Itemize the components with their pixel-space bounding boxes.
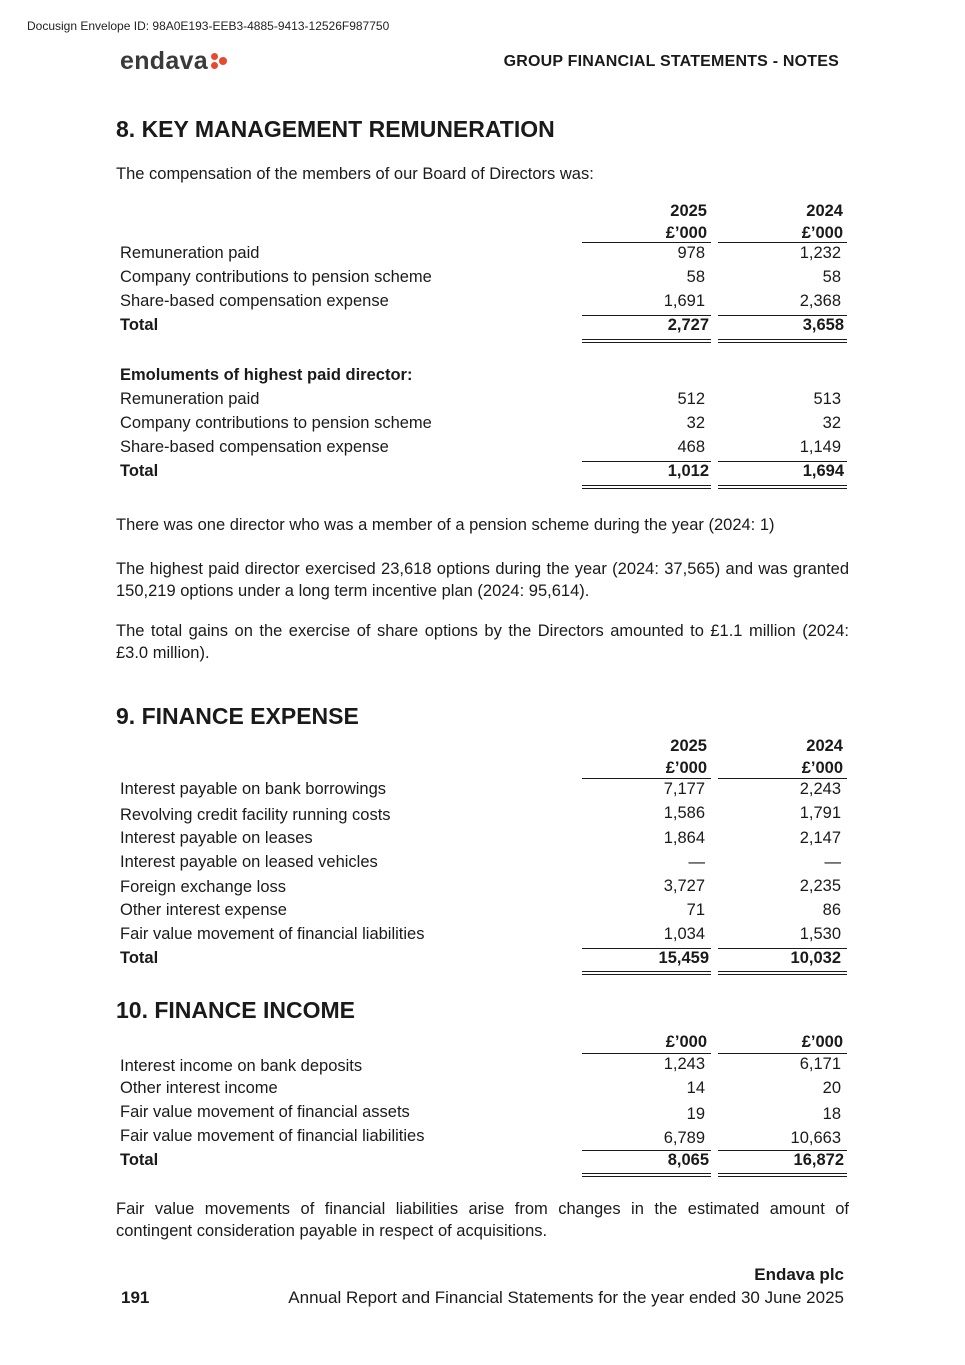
- col-header-unit-2: [718, 1031, 847, 1053]
- col-year: 2025: [670, 202, 707, 220]
- row-label: Interest payable on leases: [120, 829, 313, 847]
- col-header-2024: [718, 735, 847, 779]
- value-2025: 978: [677, 244, 705, 262]
- col-header-unit-1: [582, 1031, 711, 1053]
- row-label: Interest income on bank deposits: [120, 1057, 363, 1075]
- value-2024: 1,694: [802, 462, 844, 480]
- row-label: Share-based compensation expense: [120, 292, 389, 310]
- value-2024: 3,658: [802, 316, 844, 334]
- total-row: [120, 316, 847, 340]
- header-title: GROUP FINANCIAL STATEMENTS - NOTES: [503, 53, 839, 70]
- value-2024: —: [824, 853, 841, 871]
- section-9-title: 9. FINANCE EXPENSE: [116, 703, 359, 729]
- table-row: [120, 853, 847, 877]
- row-label: Interest payable on leased vehicles: [120, 853, 378, 871]
- row-label: Fair value movement of financial liabilities: [120, 1127, 425, 1145]
- total-row: [120, 1151, 847, 1175]
- row-label: Fair value movement of financial assets: [120, 1103, 410, 1121]
- col-year: 2024: [806, 202, 843, 220]
- row-label: Revolving credit facility running costs: [120, 806, 391, 824]
- value-2024: 2,243: [799, 780, 841, 798]
- col-year: 2025: [670, 737, 707, 755]
- value-2024: 20: [822, 1079, 841, 1097]
- options-note: The highest paid director exercised 23,618 options during the year (2024: 37,565) and was granted 150,219 options under a long term incentive plan (2024: 95,614).: [116, 560, 849, 600]
- col-unit: £’000: [665, 224, 707, 242]
- section-10-title: 10. FINANCE INCOME: [116, 997, 355, 1023]
- double-rule: [718, 485, 847, 489]
- row-label: Company contributions to pension scheme: [120, 414, 432, 432]
- col-year: 2024: [806, 737, 843, 755]
- section-8-title: 8. KEY MANAGEMENT REMUNERATION: [116, 116, 555, 142]
- table-row: [120, 292, 847, 316]
- total-row: [120, 949, 847, 973]
- value-2025: 1,012: [667, 462, 709, 480]
- col-unit: £’000: [801, 1033, 843, 1051]
- pension-note: There was one director who was a member of a pension scheme during the year (2024: 1): [116, 516, 775, 534]
- rule: [718, 778, 847, 779]
- col-unit: £’000: [801, 759, 843, 777]
- value-2024: 2,147: [799, 829, 841, 847]
- col-header-2025: [582, 200, 711, 244]
- logo-mark-icon: [211, 53, 227, 69]
- value-2025: —: [688, 853, 705, 871]
- row-label: Total: [120, 462, 159, 480]
- double-rule: [582, 1173, 711, 1177]
- value-2025: 1,243: [663, 1055, 705, 1073]
- table-row: [120, 804, 847, 828]
- row-label: Total: [120, 1151, 159, 1169]
- table-row: [120, 1103, 847, 1127]
- table-row: [120, 901, 847, 925]
- table-row: [120, 244, 847, 268]
- value-2024: 1,149: [799, 438, 841, 456]
- footer-company: Endava plc: [754, 1265, 844, 1284]
- table-row: [120, 390, 847, 414]
- double-rule: [582, 485, 711, 489]
- highest-paid-heading: [120, 366, 847, 390]
- table-row: [120, 877, 847, 901]
- value-2025: 32: [686, 414, 705, 432]
- value-2024: 2,235: [799, 877, 841, 895]
- rule: [718, 1053, 847, 1054]
- value-2025: 6,789: [663, 1129, 705, 1147]
- table-row: [120, 268, 847, 292]
- value-2025: 7,177: [663, 780, 705, 798]
- row-label: Emoluments of highest paid director:: [120, 366, 413, 384]
- table-row: [120, 829, 847, 853]
- value-2024: 86: [822, 901, 841, 919]
- page-number: 191: [121, 1288, 150, 1307]
- endava-logo: [120, 48, 227, 74]
- row-label: Remuneration paid: [120, 244, 260, 262]
- value-2024: 10,032: [790, 949, 841, 967]
- value-2024: 1,530: [799, 925, 841, 943]
- value-2024: 10,663: [790, 1129, 841, 1147]
- value-2025: 512: [677, 390, 705, 408]
- value-2025: 1,034: [663, 925, 705, 943]
- col-header-2024: [718, 200, 847, 244]
- value-2025: 2,727: [667, 316, 709, 334]
- col-unit: £’000: [665, 759, 707, 777]
- table-row: [120, 780, 847, 804]
- fair-value-note: Fair value movements of financial liabilities arise from changes in the estimated amount of contingent consideration payable in respect of acquisitions.: [116, 1200, 849, 1240]
- double-rule: [718, 971, 847, 975]
- value-2025: 71: [686, 901, 705, 919]
- row-label: Remuneration paid: [120, 390, 260, 408]
- row-label: Other interest income: [120, 1079, 278, 1097]
- value-2025: 1,586: [663, 804, 705, 822]
- value-2025: 8,065: [667, 1151, 709, 1169]
- row-label: Total: [120, 949, 159, 967]
- row-label: Company contributions to pension scheme: [120, 268, 432, 286]
- rule: [582, 242, 711, 243]
- value-2024: 32: [822, 414, 841, 432]
- footer-report-title: Annual Report and Financial Statements for the year ended 30 June 2025: [288, 1288, 844, 1307]
- value-2024: 513: [813, 390, 841, 408]
- docusign-envelope-id: Docusign Envelope ID: 98A0E193-EEB3-4885-9413-12526F987750: [27, 19, 390, 33]
- col-unit: £’000: [665, 1033, 707, 1051]
- table-row: [120, 438, 847, 462]
- gains-note: The total gains on the exercise of share options by the Directors amounted to £1.1 million (2024: £3.0 million).: [116, 622, 849, 662]
- value-2024: 2,368: [799, 292, 841, 310]
- value-2024: 1,791: [799, 804, 841, 822]
- value-2025: 58: [686, 268, 705, 286]
- section-8-intro: The compensation of the members of our Board of Directors was:: [116, 165, 594, 183]
- double-rule: [582, 971, 711, 975]
- value-2025: 468: [677, 438, 705, 456]
- rule: [582, 778, 711, 779]
- row-label: Share-based compensation expense: [120, 438, 389, 456]
- col-unit: £’000: [801, 224, 843, 242]
- value-2025: 15,459: [658, 949, 709, 967]
- value-2025: 3,727: [663, 877, 705, 895]
- table-row: [120, 925, 847, 949]
- value-2025: 14: [686, 1079, 705, 1097]
- table-row: [120, 1127, 847, 1151]
- row-label: Foreign exchange loss: [120, 878, 287, 896]
- col-header-2025: [582, 735, 711, 779]
- row-label: Fair value movement of financial liabilities: [120, 925, 425, 943]
- value-2024: 58: [822, 268, 841, 286]
- row-label: Interest payable on bank borrowings: [120, 780, 386, 798]
- value-2025: 19: [686, 1105, 705, 1123]
- logo-text: endava: [120, 46, 208, 75]
- table-row: [120, 1055, 847, 1079]
- double-rule: [718, 339, 847, 343]
- rule: [718, 242, 847, 243]
- row-label: Total: [120, 316, 159, 334]
- value-2025: 1,864: [663, 829, 705, 847]
- value-2024: 18: [822, 1105, 841, 1123]
- table-row: [120, 1079, 847, 1103]
- double-rule: [582, 339, 711, 343]
- value-2024: 16,872: [793, 1151, 844, 1169]
- value-2024: 1,232: [799, 244, 841, 262]
- double-rule: [718, 1173, 847, 1177]
- value-2024: 6,171: [799, 1055, 841, 1073]
- row-label: Other interest expense: [120, 901, 287, 919]
- value-2025: 1,691: [663, 292, 705, 310]
- table-row: [120, 414, 847, 438]
- total-row: [120, 462, 847, 486]
- rule: [582, 1053, 711, 1054]
